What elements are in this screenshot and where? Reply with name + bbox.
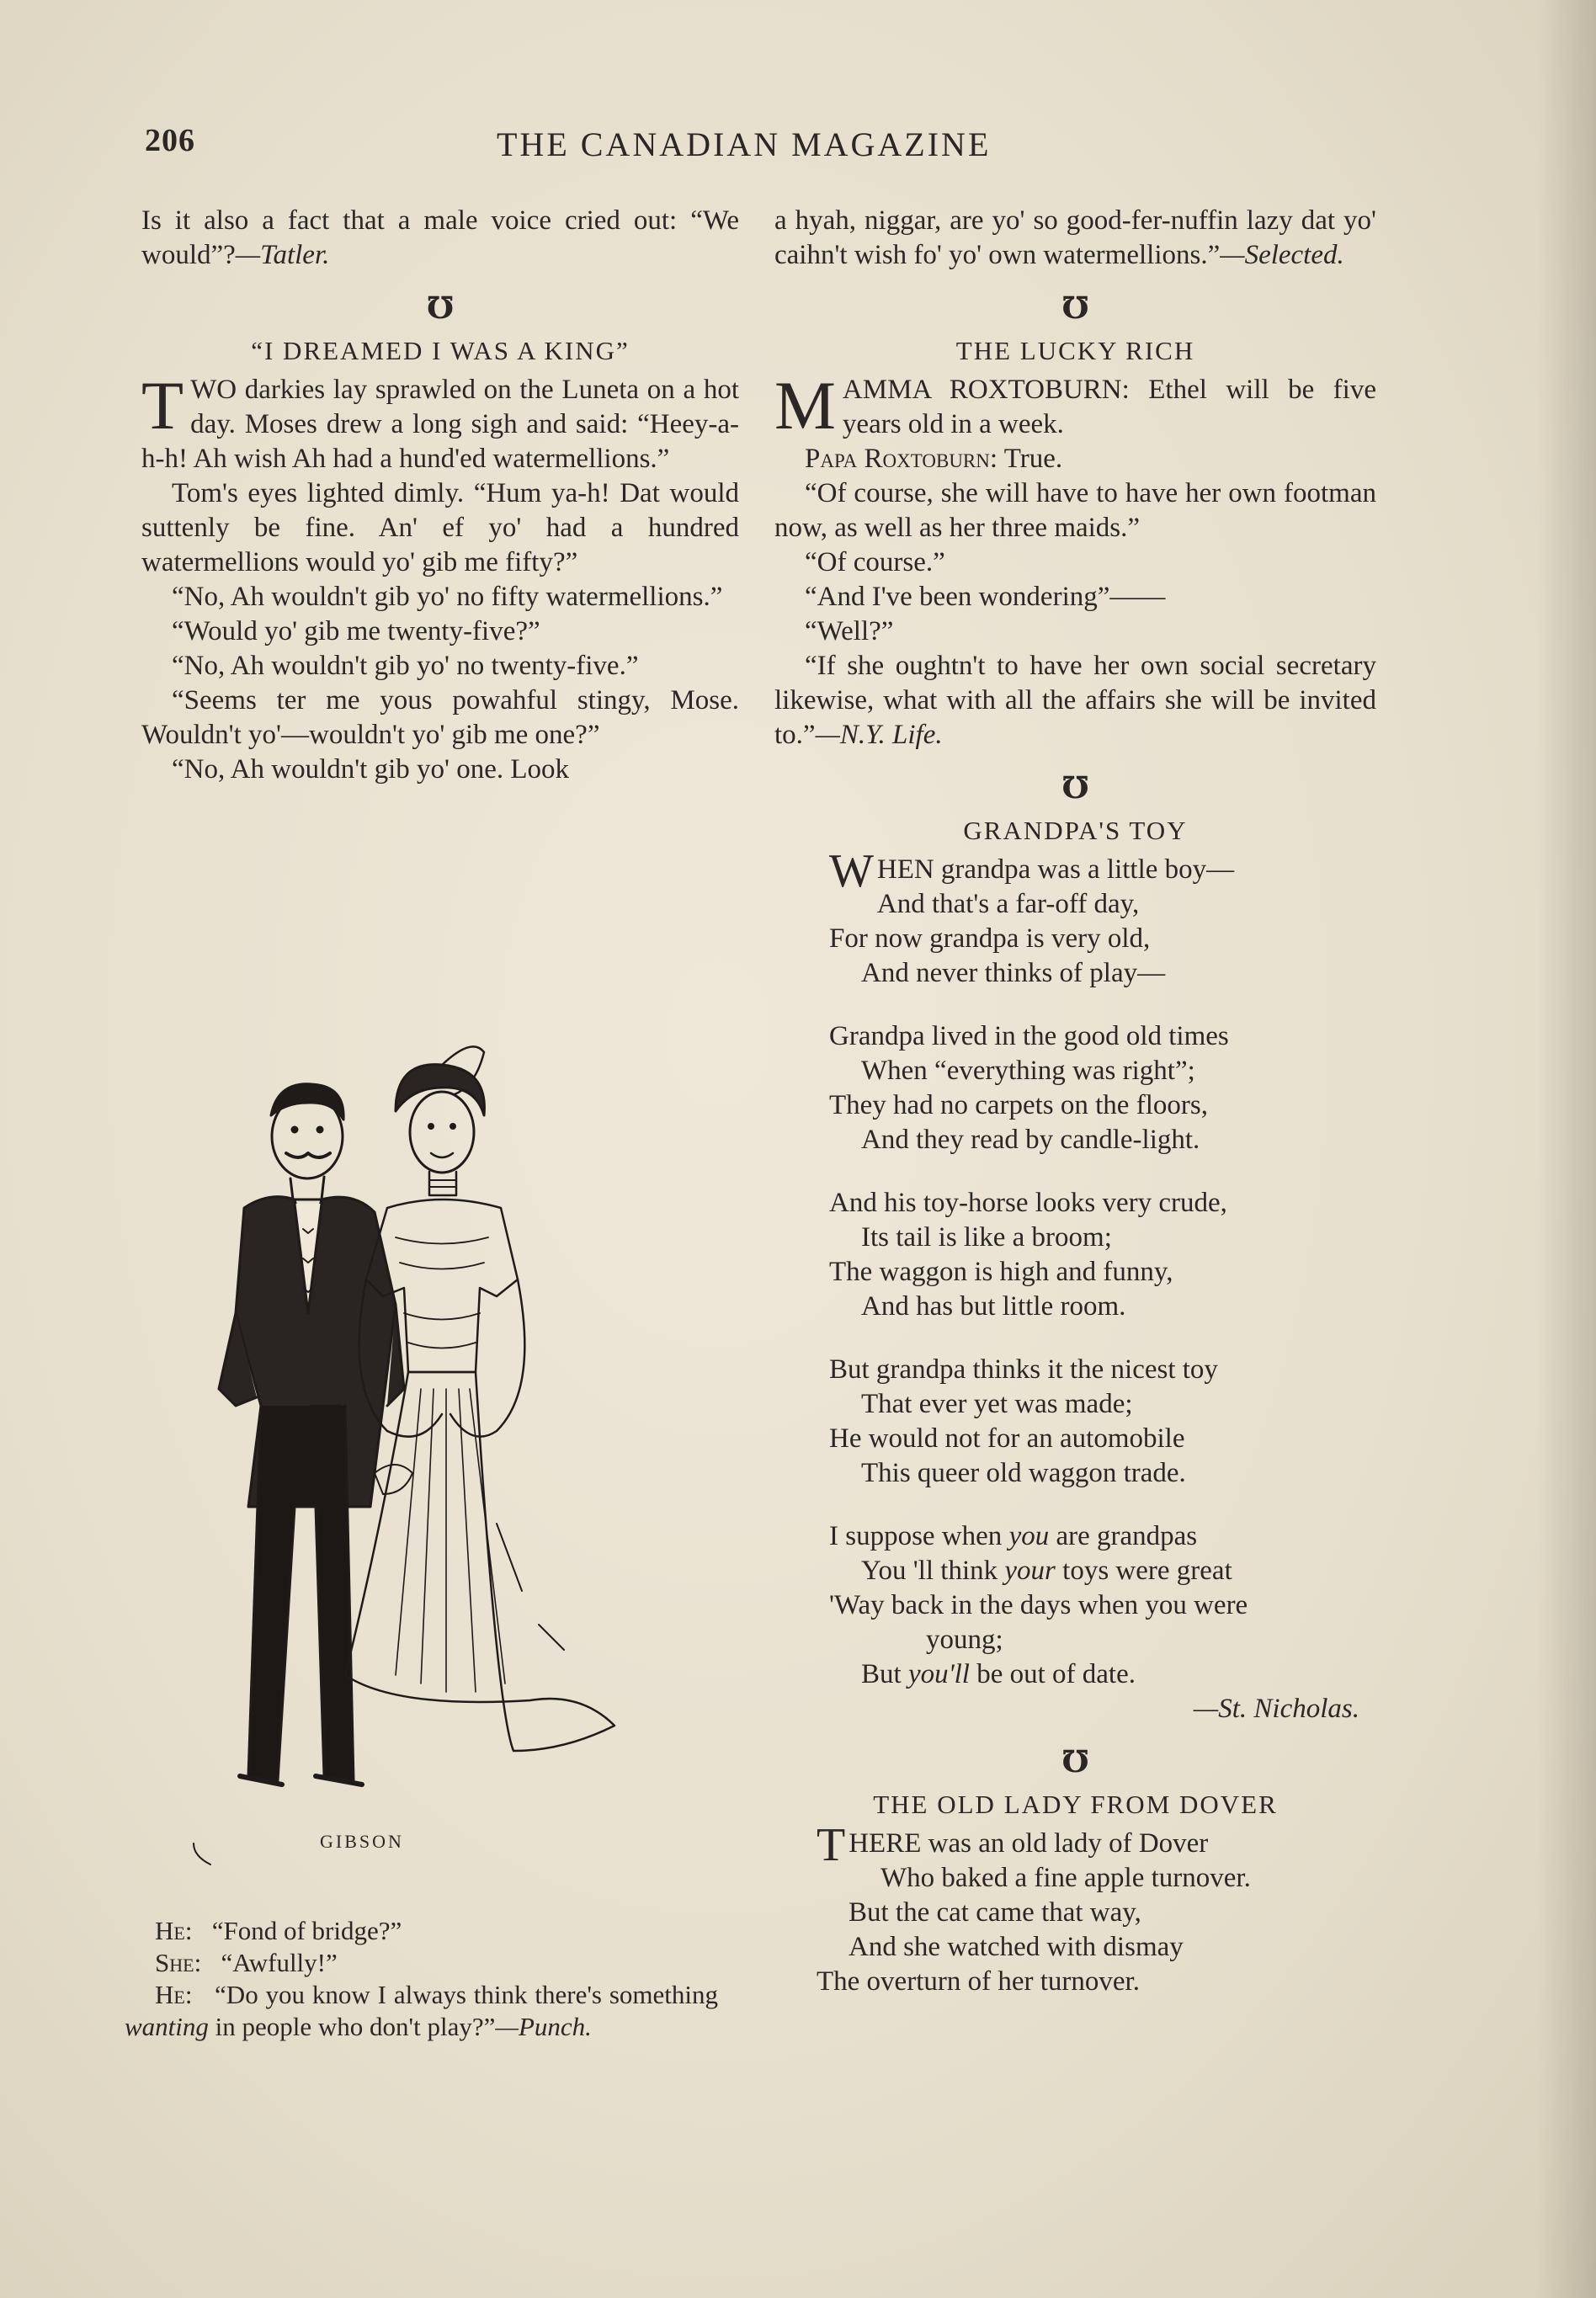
lucky-paragraph-2 — [774, 442, 1376, 476]
poem-line: Grandpa lived in the good old times — [829, 1021, 1229, 1051]
poem-line: But grandpa thinks it the nicest toy — [829, 1354, 1218, 1385]
poem-stanza-3 — [829, 1186, 1376, 1324]
story-title: “I DREAMED I WAS A KING” — [251, 336, 630, 365]
page-edge-shadow — [1537, 0, 1596, 2298]
caption-text: in people who don't play?” — [208, 2012, 496, 2041]
poem-line: Its tail is like a broom; — [861, 1222, 1112, 1253]
intro-text: Is it also a fact that a male voice cried out: “We would”? — [141, 205, 739, 270]
lucky-rich-title: THE LUCKY RICH — [955, 336, 1195, 365]
section-separator: ℧ — [1061, 771, 1089, 805]
drop-cap: T — [817, 1819, 846, 1871]
poem-line: But the cat came that way, — [849, 1897, 1141, 1928]
intro-attribution: —Tatler. — [235, 240, 330, 270]
page-number: 206 — [145, 123, 195, 158]
poem-line: They had no carpets on the floors, — [829, 1090, 1208, 1120]
story-paragraph-3: “No, Ah wouldn't gib yo' no fifty watermellions.” — [172, 582, 723, 612]
drop-cap: M — [774, 367, 836, 444]
left-column — [141, 204, 739, 787]
poem-line: And she watched with dismay — [849, 1932, 1184, 1962]
old-lady-title: THE OLD LADY FROM DOVER — [873, 1790, 1278, 1819]
caption-text: “Fond of bridge?” — [211, 1916, 402, 1945]
lucky-paragraph-6: “Well?” — [805, 616, 894, 646]
poem-line — [829, 1519, 1376, 1554]
poem-line: For now grandpa is very old, — [829, 923, 1151, 954]
story-paragraph-4: “Would yo' gib me twenty-five?” — [172, 616, 540, 646]
lucky-text-7: “If she oughtn't to have her own social secretary likewise, what with all the affairs she will be invited to.” — [774, 651, 1376, 750]
poem-line — [817, 1819, 1376, 1871]
drop-cap: T — [141, 367, 184, 444]
lucky-paragraph-3: “Of course, she will have to have her own footman now, as well as her three maids.” — [774, 478, 1376, 543]
poem-emphasis: you'll — [907, 1659, 970, 1689]
caption-line-2 — [125, 1947, 718, 1979]
lucky-paragraph-1 — [774, 367, 1376, 444]
speaker-label: He: — [155, 1916, 193, 1945]
poem-line-text: But — [861, 1659, 908, 1689]
right-column — [774, 204, 1376, 1999]
story-continuation — [774, 204, 1376, 273]
poem-line: 'Way back in the days when you were — [829, 1590, 1248, 1620]
section-separator: ℧ — [1061, 291, 1089, 325]
poem-attribution: —St. Nicholas. — [1193, 1694, 1359, 1724]
caption-text: “Awfully!” — [221, 1948, 338, 1977]
poem-line: And that's a far-off day, — [876, 889, 1140, 919]
poem-line: The waggon is high and funny, — [829, 1257, 1173, 1287]
poem-line: The overturn of her turnover. — [817, 1966, 1140, 1997]
man-figure — [219, 1084, 404, 1785]
poem-line: When “everything was right”; — [861, 1056, 1195, 1086]
section-separator: ℧ — [1061, 1745, 1089, 1779]
drop-cap: W — [829, 845, 874, 897]
poem-line-text: be out of date. — [969, 1659, 1136, 1689]
poem-stanza-5 — [829, 1519, 1376, 1692]
poem-line: And they read by candle-light. — [861, 1125, 1200, 1155]
running-head: THE CANADIAN MAGAZINE — [497, 125, 992, 163]
woman-figure — [345, 1046, 614, 1751]
grandpas-toy-title: GRANDPA'S TOY — [963, 816, 1188, 845]
poem-line: And his toy-horse looks very crude, — [829, 1188, 1227, 1218]
cartoon-caption — [125, 1915, 718, 2043]
continuation-attribution: —Selected. — [1220, 240, 1344, 270]
caption-line-3 — [125, 1979, 718, 2043]
speaker-label: Papa Roxtoburn: — [805, 444, 998, 474]
story-paragraph-2: Tom's eyes lighted dimly. “Hum ya-h! Dat would suttenly be fine. An' ef yo' had a hundred watermellions would yo' gib me fifty?” — [141, 478, 739, 577]
section-separator: ℧ — [426, 291, 455, 325]
story-paragraph-1 — [141, 367, 739, 476]
story-paragraph-5: “No, Ah wouldn't gib yo' no twenty-five.” — [172, 651, 639, 681]
lucky-text-1: AMMA ROXTOBURN: Ethel will be five years old in a week. — [842, 375, 1376, 439]
poem-emphasis: your — [1004, 1556, 1056, 1586]
intro-paragraph — [141, 204, 739, 273]
poem-line: young; — [926, 1625, 1003, 1655]
lucky-attribution: —N.Y. Life. — [815, 720, 943, 750]
artist-signature: GIBSON — [320, 1831, 404, 1852]
poem-line — [829, 1554, 1376, 1588]
lucky-paragraph-5: “And I've been wondering”—— — [805, 582, 1166, 612]
limerick — [774, 1819, 1376, 1999]
poem-line: Who baked a fine apple turnover. — [880, 1863, 1251, 1893]
poem-line: That ever yet was made; — [861, 1389, 1133, 1419]
poem-line-text: HERE was an old lady of Dover — [849, 1828, 1209, 1859]
poem-emphasis: you — [1008, 1521, 1050, 1551]
poem-line-text: I suppose when — [829, 1521, 1009, 1551]
poem-stanza-1 — [829, 845, 1376, 991]
poem-line — [829, 845, 1376, 897]
poem-line: And has but little room. — [861, 1291, 1126, 1322]
lucky-paragraph-7 — [774, 649, 1376, 753]
story-text-1: WO darkies lay sprawled on the Luneta on a hot day. Moses drew a long sigh and said: “Heey-a-h-h! Ah wish Ah had a hund'ed watermellions.” — [141, 375, 739, 474]
poem-line: He would not for an automobile — [829, 1423, 1185, 1454]
poem-line-text: You 'll think — [861, 1556, 1005, 1586]
story-paragraph-7: “No, Ah wouldn't gib yo' one. Look — [172, 754, 570, 785]
lucky-paragraph-4: “Of course.” — [805, 547, 945, 577]
caption-attribution: —Punch. — [495, 2012, 592, 2041]
poem-line-text: toys were great — [1055, 1556, 1232, 1586]
story-paragraph-6: “Seems ter me yous powahful stingy, Mose. Wouldn't yo'—wouldn't yo' gib me one?” — [141, 685, 739, 750]
poem-stanza-2 — [829, 1019, 1376, 1157]
poem-line — [829, 1657, 1376, 1692]
speaker-label: She: — [155, 1948, 202, 1977]
caption-emphasis: wanting — [125, 2012, 209, 2041]
lucky-text-2: True. — [998, 444, 1063, 474]
continuation-text: a hyah, niggar, are yo' so good-fer-nuffin lazy dat yo' caihn't wish fo' yo' own watermellions.” — [774, 205, 1376, 270]
gibson-illustration — [143, 1035, 716, 1886]
poem-line: This queer old waggon trade. — [861, 1458, 1186, 1488]
poem-stanza-4 — [829, 1353, 1376, 1491]
speaker-label: He: — [155, 1980, 193, 2009]
caption-line-1 — [125, 1915, 718, 1947]
caption-text: “Do you know I always think there's something — [215, 1980, 719, 2009]
poem-line-text: are grandpas — [1049, 1521, 1198, 1551]
poem-line-text: HEN grandpa was a little boy— — [876, 854, 1235, 885]
poem-line: And never thinks of play— — [861, 958, 1166, 988]
grandpas-toy-poem — [774, 845, 1376, 1692]
